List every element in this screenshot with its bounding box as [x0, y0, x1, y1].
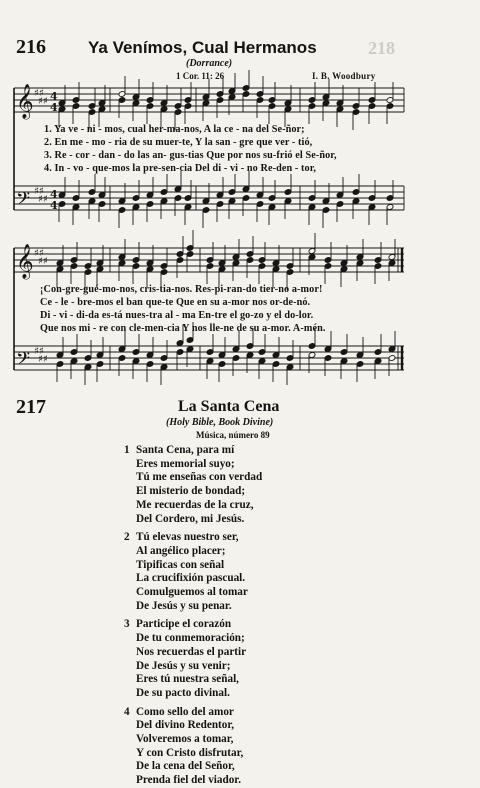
verse-number: 1 [124, 444, 130, 456]
svg-text:♯♯: ♯♯ [34, 248, 44, 259]
stanza-4: 4. In - vo - que-mos la pre-sen-cia Del di - vi - no Re-den - tor, [44, 163, 317, 174]
verse-text: De la cena del Señor, [136, 760, 235, 773]
verse-number: 3 [124, 618, 130, 631]
verse-line [124, 444, 262, 458]
note-heads [56, 70, 396, 385]
verse-text: De tu conmemoración; [136, 632, 245, 645]
verse-text: Tú elevas nuestro ser, [136, 531, 239, 544]
hymn-216-title: Ya Venímos, Cual Hermanos [88, 38, 317, 57]
verse-line [124, 586, 262, 600]
verse-text: Tú me enseñas con verdad [136, 471, 263, 484]
verse-line [124, 760, 262, 774]
verse-line [124, 719, 262, 733]
verse-line [124, 687, 262, 701]
svg-text:♯♯: ♯♯ [38, 354, 48, 365]
verse-line [124, 471, 262, 485]
stanza-3: 3. Re - cor - dan - do las an- gus-tias Que por nos su-frió el Se-ñor, [44, 150, 337, 161]
hymn-217-source: (Holy Bible, Book Divine) [166, 417, 274, 428]
verse-text: Prenda fiel del viador. [136, 774, 242, 787]
verse-line [124, 531, 262, 545]
stanza-1: 1. Ya ve - ni - mos, cual her-ma-nos, A la ce - na del Se-ñor; [44, 124, 305, 135]
svg-text:4: 4 [50, 101, 58, 114]
verse-text: Participe el corazón [136, 618, 232, 631]
svg-text:♯♯: ♯♯ [34, 186, 44, 197]
verse-number: 4 [124, 705, 130, 718]
verse-text: Del Cordero, mi Jesús. [136, 512, 245, 525]
verse-number: 2 [124, 531, 130, 544]
verse-line [124, 499, 262, 513]
verse-text: De Jesús y su venir; [136, 659, 231, 672]
svg-text:♯♯: ♯♯ [38, 194, 48, 205]
verse-line [124, 774, 262, 788]
bass-clef-icon: 𝄢 [16, 189, 31, 214]
refrain-line-3: Di - vi - di-da es-tá nues-tra al - ma En-tre el go-zo y el do-lor. [40, 310, 314, 321]
verse-line [124, 646, 262, 660]
verse-line [124, 513, 262, 527]
refrain-line-4: Que nos mi - re con cle-men-cia Y nos lle-ne de su a-mor. A-mén. [40, 323, 326, 334]
verse-line [124, 600, 262, 614]
verse-line [124, 618, 262, 632]
treble-clef-icon: 𝄞 [16, 244, 34, 279]
verse-text: De su pacto divinal. [136, 686, 230, 699]
verse-line [124, 733, 262, 747]
verse-line [124, 660, 262, 674]
verse-text: Tipificas con señal [136, 558, 225, 571]
verse-line [124, 632, 262, 646]
stanza-2: 2. En me - mo - ria de su muer-te, Y la san - gre que ver - tió, [44, 137, 313, 148]
hymn-216-scripture: 1 Cor. 11: 26 [176, 71, 225, 81]
svg-text:♯♯: ♯♯ [38, 96, 48, 107]
svg-text:♯♯: ♯♯ [38, 256, 48, 267]
hymn-216-number: 216 [16, 36, 46, 58]
verse-line [124, 747, 262, 761]
verse-text: De Jesús y su penar. [136, 599, 232, 612]
verse-text: Comulguemos al tomar [136, 586, 248, 599]
verse-text: Me recuerdas de la cruz, [136, 498, 254, 511]
svg-text:4: 4 [50, 188, 58, 201]
verse-line [124, 572, 262, 586]
treble-clef-icon: 𝄞 [16, 84, 34, 119]
verse-text: Nos recuerdas el partir [136, 645, 247, 658]
verse-text: El misterio de bondad; [136, 485, 246, 498]
hymn-216-tune: (Dorrance) [186, 58, 233, 69]
svg-text:♯♯: ♯♯ [34, 88, 44, 99]
bass-clef-icon: 𝄢 [16, 349, 31, 374]
hymn-216-composer: I. B. Woodbury [312, 71, 376, 81]
svg-text:4: 4 [50, 199, 58, 212]
verse-line [124, 673, 262, 687]
hymn-217-verses [124, 444, 262, 788]
refrain-line-1: ¡Con-gre-gué-mo-nos, cris-tia-nos. Res-pi-ran-do tier-no a-mor! [40, 284, 323, 295]
svg-text:4: 4 [50, 90, 58, 103]
verse-line [124, 706, 262, 720]
hymn-217-music-ref: Música, número 89 [196, 430, 270, 440]
verse-line [124, 485, 262, 499]
verse-text: Y con Cristo disfrutar, [136, 746, 244, 759]
verse-line [124, 559, 262, 573]
verse-text: Como sello del amor [136, 705, 234, 718]
hymn-217-number: 217 [16, 396, 46, 418]
verse-text: Eres memorial suyo; [136, 457, 235, 470]
bleed-through-number: 218 [368, 38, 395, 58]
verse-line [124, 545, 262, 559]
verse-text: Eres tú nuestra señal, [136, 673, 239, 686]
verse-text: La crucifixión pascual. [136, 572, 246, 585]
verse-text: Volveremos a tomar, [136, 733, 234, 746]
verse-text: Al angélico placer; [136, 544, 226, 557]
verse-text: Santa Cena, para mí [136, 444, 235, 456]
verse-line [124, 458, 262, 472]
refrain-line-2: Ce - le - bre-mos el ban que-te Que en su a-mor nos or-de-nó. [40, 297, 311, 308]
svg-text:♯♯: ♯♯ [34, 346, 44, 357]
hymn-217-title: La Santa Cena [178, 398, 280, 415]
verse-text: Del divino Redentor, [136, 719, 235, 732]
